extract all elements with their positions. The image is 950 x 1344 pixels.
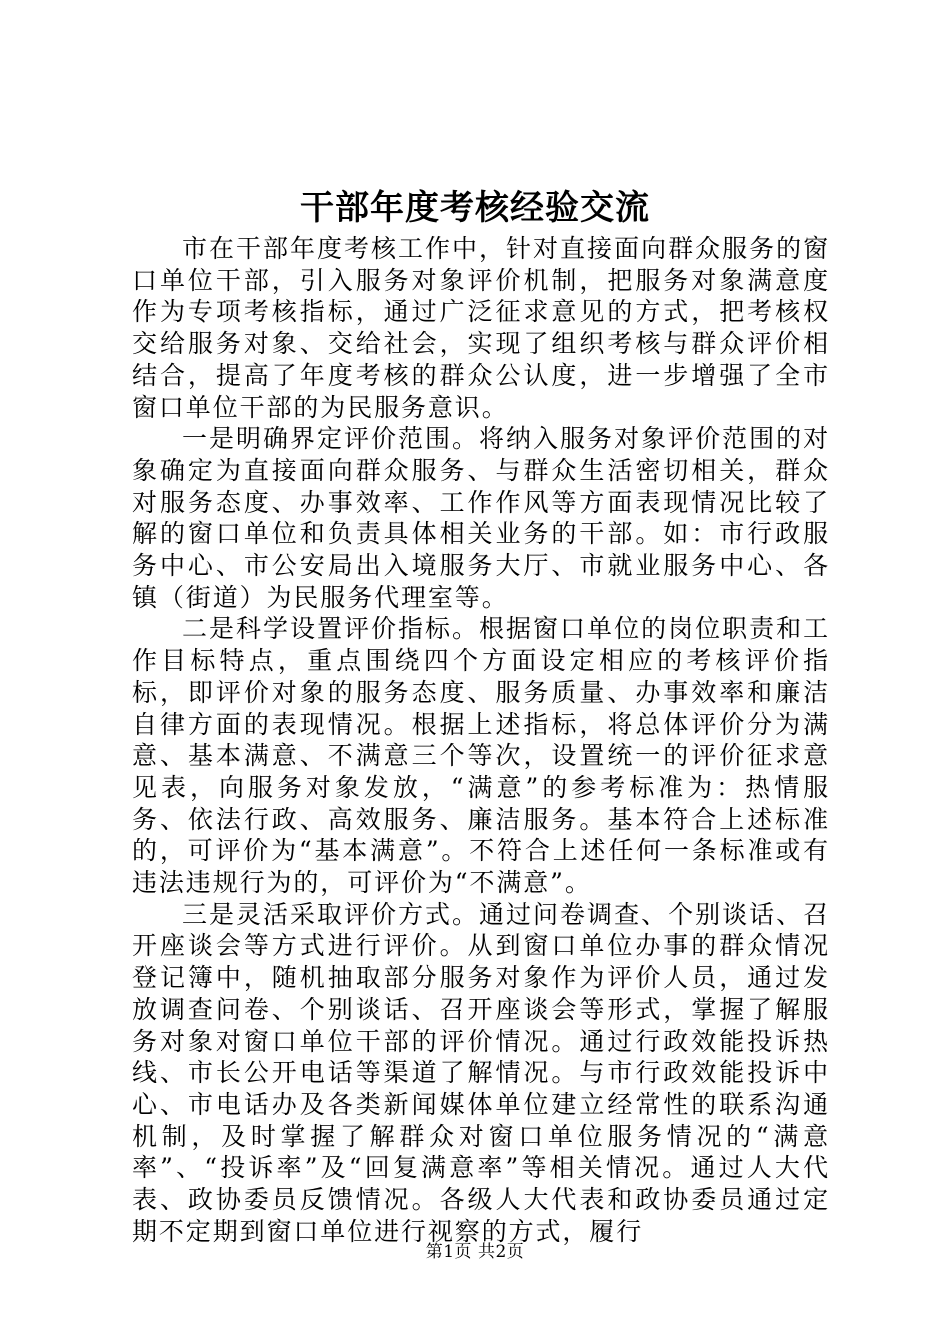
paragraph-indicators: 二是科学设置评价指标。根据窗口单位的岗位职责和工作目标特点，重点围绕四个方面设定相应的考核评价指标，即评价对象的服务态度、服务质量、办事效率和廉洁自律方面的表现情况。根据上述指标，将总体评价分为满意、基本满意、不满意三个等次，设置统一的评价征求意见表，向服务对象发放，“满意”的参考标准为：热情服务、依法行政、高效服务、廉洁服务。基本符合上述标准的，可评价为“基本满意”。不符合上述任何一条标准或有违法违规行为的，可评价为“不满意”。 (132, 614, 830, 898)
page-number-footer: 第1页 共2页 (425, 1242, 525, 1262)
paragraph-intro: 市在干部年度考核工作中，针对直接面向群众服务的窗口单位干部，引入服务对象评价机制，把服务对象满意度作为专项考核指标，通过广泛征求意见的方式，把考核权交给服务对象、交给社会，实现了组织考核与群众评价相结合，提高了年度考核的群众公认度，进一步增强了全市窗口单位干部的为民服务意识。 (132, 234, 830, 422)
paragraph-methods: 三是灵活采取评价方式。通过问卷调查、个别谈话、召开座谈会等方式进行评价。从到窗口单位办事的群众情况登记簿中，随机抽取部分服务对象作为评价人员，通过发放调查问卷、个别谈话、召开座谈会等形式，掌握了解服务对象对窗口单位干部的评价情况。通过行政效能投诉热线、市长公开电话等渠道了解情况。与市行政效能投诉中心、市电话办及各类新闻媒体单位建立经常性的联系沟通机制，及时掌握了解群众对窗口单位服务情况的“满意率”、“投诉率”及“回复满意率”等相关情况。通过人大代表、政协委员反馈情况。各级人大代表和政协委员通过定期不定期到窗口单位进行视察的方式，履行 (132, 899, 830, 1246)
document-body (132, 233, 830, 1248)
paragraph-scope: 一是明确界定评价范围。将纳入服务对象评价范围的对象确定为直接面向群众服务、与群众生活密切相关，群众对服务态度、办事效率、工作作风等方面表现情况比较了解的窗口单位和负责具体相关业务的干部。如：市行政服务中心、市公安局出入境服务大厅、市就业服务中心、各镇（街道）为民服务代理室等。 (132, 424, 830, 612)
document-title: 干部年度考核经验交流 (300, 188, 650, 228)
